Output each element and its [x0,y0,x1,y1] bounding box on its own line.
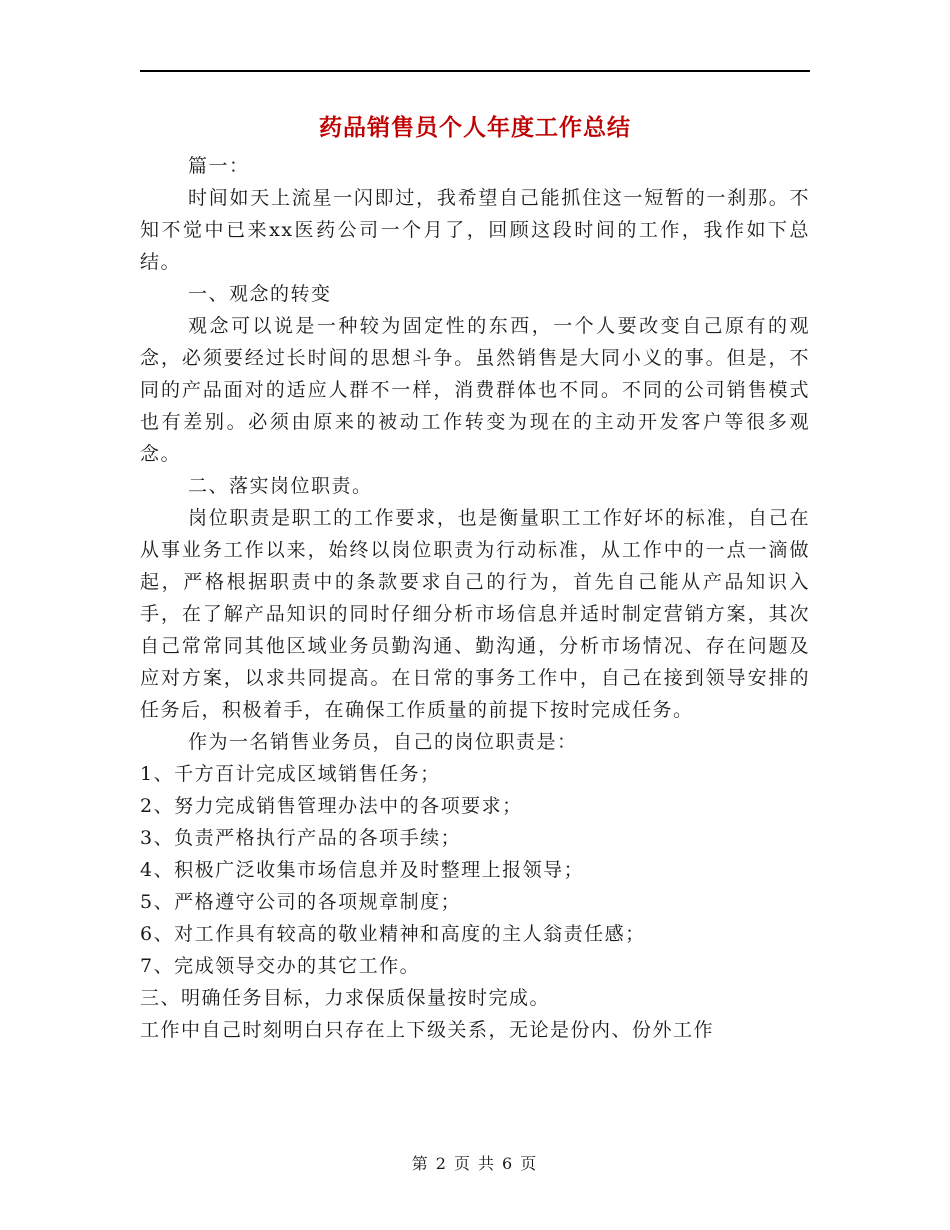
list-item: 3、负责严格执行产品的各项手续； [140,827,462,849]
section-heading-2: 二、落实岗位职责。 [188,475,373,497]
footer-prefix: 第 [411,1154,430,1173]
list-item: 6、对工作具有较高的敬业精神和高度的主人翁责任感； [140,923,646,945]
duties-intro: 作为一名销售业务员，自己的岗位职责是： [188,731,578,753]
list-item: 7、完成领导交办的其它工作。 [140,955,421,977]
section-heading-3: 三、明确任务目标，力求保质保量按时完成。 [140,987,551,1009]
list-item: 2、努力完成销售管理办法中的各项要求； [140,795,523,817]
list-item: 5、严格遵守公司的各项规章制度； [140,891,462,913]
total-page-count: 6 [502,1154,515,1173]
section-3-paragraph: 工作中自己时刻明白只存在上下级关系，无论是份内、份外工作 [140,1019,715,1041]
document-title: 药品销售员个人年度工作总结 [319,114,631,141]
section-label: 篇一： [188,155,250,177]
footer-page-label: 页 [453,1154,472,1173]
page-footer [0,1152,950,1176]
section-heading-1: 一、观念的转变 [188,283,332,305]
footer-total-label: 页 [520,1154,539,1173]
current-page-number: 2 [435,1154,448,1173]
list-item: 4、积极广泛收集市场信息并及时整理上报领导； [140,859,585,881]
header-rule [140,70,810,72]
section-2-paragraph: 岗位职责是职工的工作要求，也是衡量职工工作好坏的标准，自己在从事业务工作以来，始终以岗位职责为行动标准，从工作中的一点一滴做起，严格根据职责中的条款要求自己的行为，首先自己能从产品知识入手，在了解产品知识的同时仔细分析市场信息并适时制定营销方案，其次自己常常同其他区域业务员勤沟通、勤沟通，分析市场情况、存在问题及应对方案，以求共同提高。在日常的事务工作中，自己在接到领导安排的任务后，积极着手，在确保工作质量的前提下按时完成任务。 [140,507,810,721]
list-item: 1、千方百计完成区域销售任务； [140,763,441,785]
intro-paragraph: 时间如天上流星一闪即过，我希望自己能抓住这一短暂的一刹那。不知不觉中已来xx医药公司一个月了，回顾这段时间的工作，我作如下总结。 [140,187,810,273]
footer-total-prefix: 共 [478,1154,497,1173]
document-body [140,150,810,1046]
section-1-paragraph: 观念可以说是一种较为固定性的东西，一个人要改变自己原有的观念，必须要经过长时间的思想斗争。虽然销售是大同小义的事。但是，不同的产品面对的适应人群不一样，消费群体也不同。不同的公司销售模式也有差别。必须由原来的被动工作转变为现在的主动开发客户等很多观念。 [140,315,810,465]
